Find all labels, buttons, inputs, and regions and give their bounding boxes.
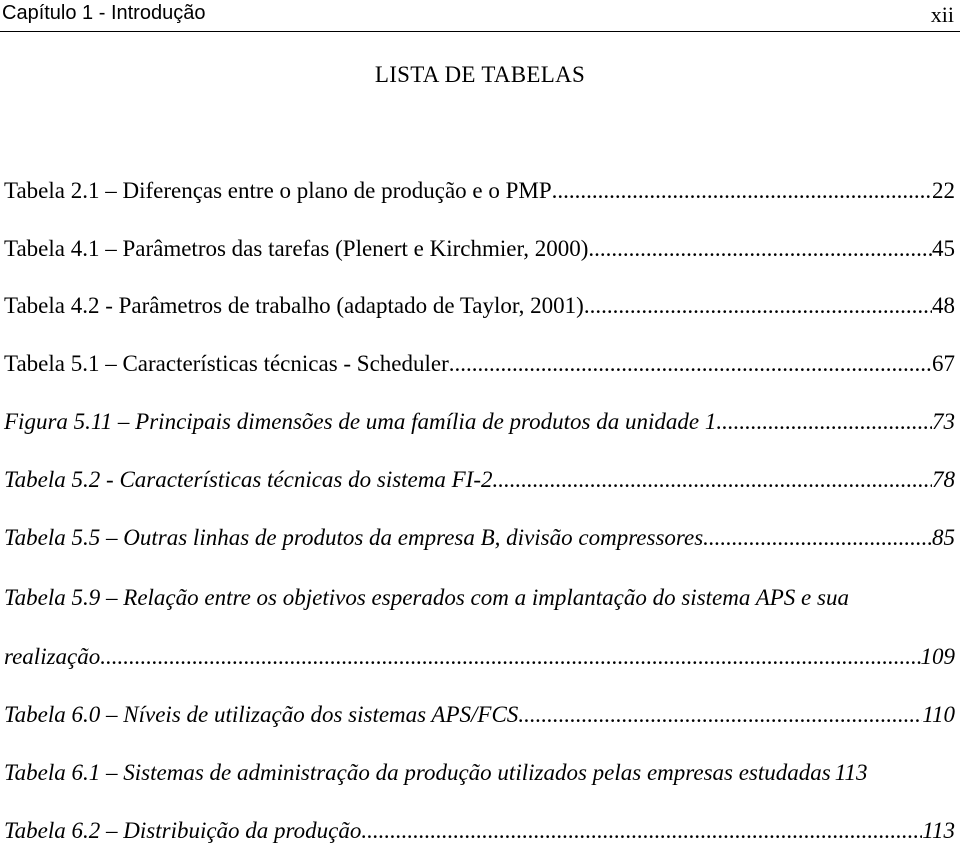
entry-label: Tabela 6.2 – Distribuição da produção <box>4 818 362 843</box>
entry-page: 113 <box>922 818 955 843</box>
entry-page: 45 <box>932 236 955 261</box>
entry-label: Tabela 5.1 – Características técnicas - Scheduler <box>4 351 449 376</box>
entry-label: realização <box>4 644 101 669</box>
list-entry[interactable] <box>4 176 955 206</box>
entry-label-line1 <box>4 583 959 613</box>
dot-leader <box>584 291 932 321</box>
entry-page: 73 <box>932 409 955 434</box>
dot-leader <box>703 523 932 553</box>
dot-leader <box>361 816 922 846</box>
entry-label: Tabela 4.2 - Parâmetros de trabalho (adaptado de Taylor, 2001) <box>4 293 584 318</box>
entry-label: Tabela 5.5 – Outras linhas de produtos da empresa B, divisão compressores <box>4 525 704 550</box>
entry-page: 67 <box>932 351 955 376</box>
dot-leader <box>449 349 932 379</box>
entry-page: 48 <box>932 293 955 318</box>
entry-page: 113 <box>834 760 868 785</box>
list-entry[interactable] <box>4 758 955 788</box>
dot-leader <box>518 700 922 730</box>
dot-leader <box>716 407 932 437</box>
entry-label: Tabela 6.0 – Níveis de utilização dos sistemas APS/FCS <box>4 702 519 727</box>
list-entry[interactable] <box>4 816 955 846</box>
list-entry[interactable] <box>4 407 955 437</box>
entry-label: Figura 5.11 – Principais dimensões de uma família de produtos da unidade 1 <box>4 409 717 434</box>
list-entry[interactable] <box>4 291 955 321</box>
entry-page: 22 <box>932 178 955 203</box>
chapter-header: Capítulo 1 - Introdução <box>2 2 206 24</box>
dot-leader <box>552 176 932 206</box>
page-number: xii <box>930 2 954 27</box>
entry-label: Tabela 6.1 – Sistemas de administração da produção utilizados pelas empresas estudadas <box>4 760 831 785</box>
entry-label: Tabela 4.1 – Parâmetros das tarefas (Plenert e Kirchmier, 2000) <box>4 236 589 261</box>
dot-leader <box>100 642 920 672</box>
list-entry[interactable] <box>4 700 955 730</box>
entry-page: 109 <box>920 644 955 669</box>
page-title: LISTA DE TABELAS <box>374 62 586 87</box>
entry-page: 85 <box>932 525 955 550</box>
header-rule <box>0 31 960 32</box>
entry-label: Tabela 2.1 – Diferenças entre o plano de produção e o PMP <box>4 178 552 203</box>
entry-label: Tabela 5.2 - Características técnicas do sistema FI-2 <box>4 467 493 492</box>
list-entry <box>4 642 955 672</box>
list-entry[interactable] <box>4 349 955 379</box>
list-entry[interactable] <box>4 234 955 264</box>
entry-label: Tabela 5.9 – Relação entre os objetivos esperados com a implantação do sistema APS e sua <box>4 585 849 610</box>
list-entry[interactable] <box>4 523 955 553</box>
entry-page: 110 <box>922 702 955 727</box>
list-entry[interactable] <box>4 465 955 495</box>
dot-leader <box>493 465 933 495</box>
dot-leader <box>588 234 932 264</box>
entry-page: 78 <box>932 467 955 492</box>
